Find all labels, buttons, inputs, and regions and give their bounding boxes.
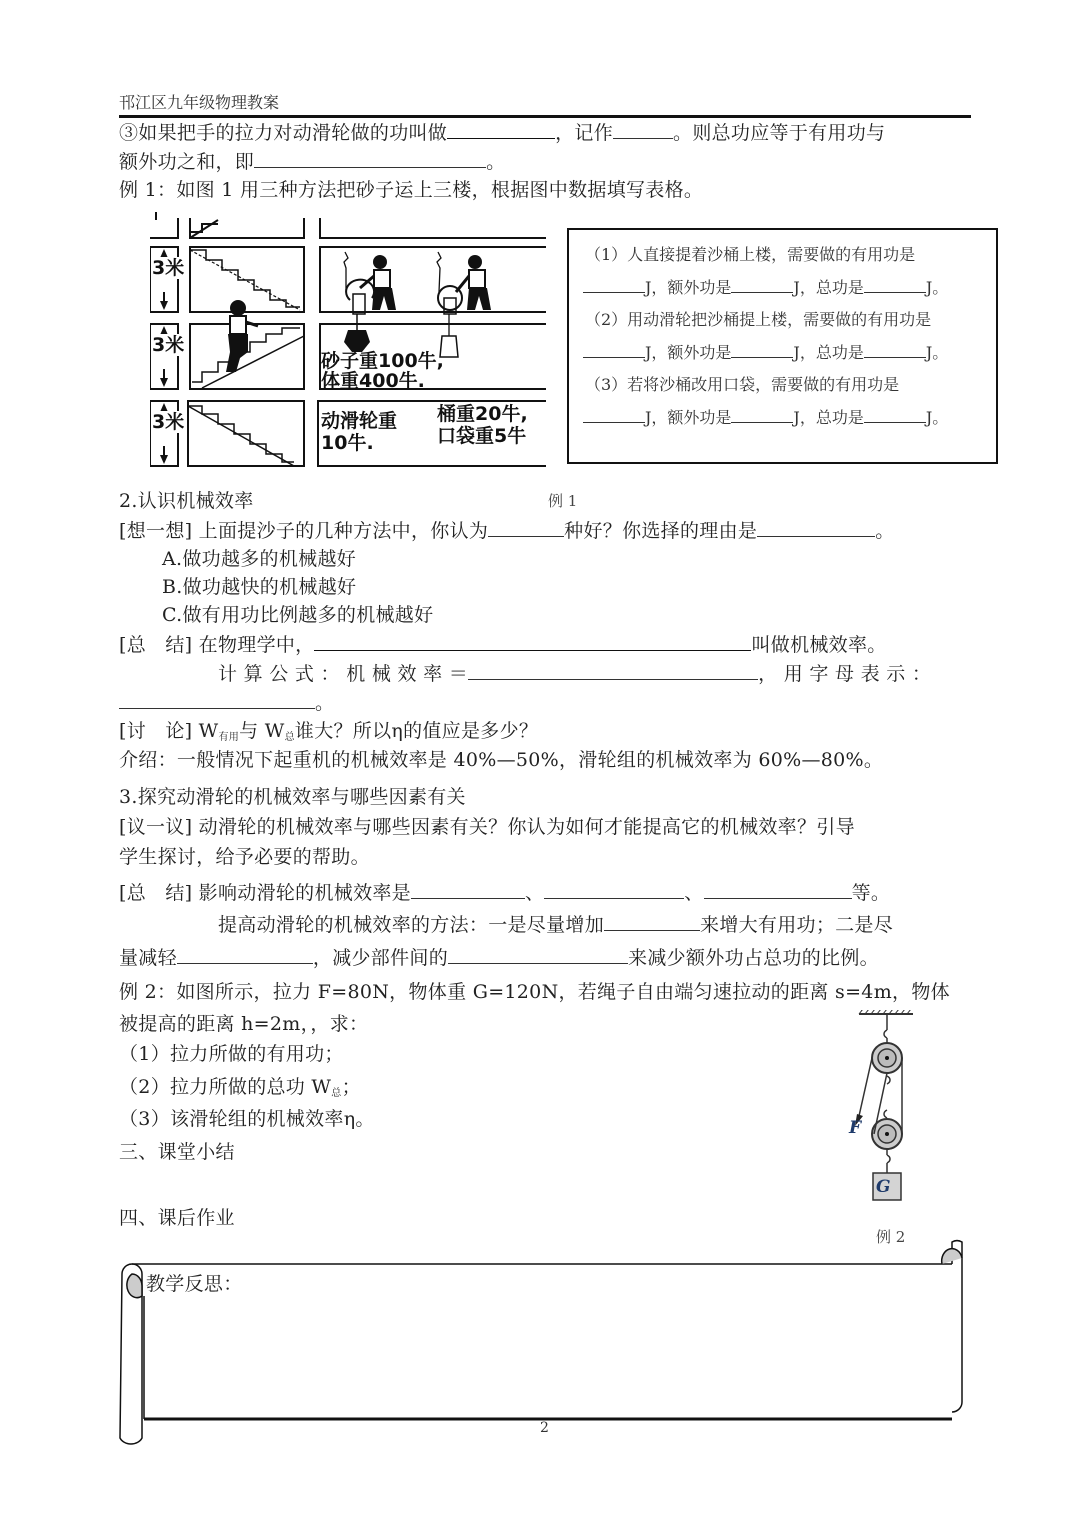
unit-text: J，总功是 bbox=[793, 408, 864, 427]
subscript-useful: 有用 bbox=[218, 732, 240, 743]
formula-line bbox=[218, 659, 931, 688]
answer-blank[interactable] bbox=[448, 943, 628, 964]
floor-height-label: 3米 bbox=[152, 257, 185, 279]
separator: 、 bbox=[684, 882, 704, 904]
unit-text: J。 bbox=[925, 408, 949, 427]
method-text-b: 来增大有用功；二是尽 bbox=[700, 914, 894, 936]
answer-blank[interactable] bbox=[731, 408, 793, 423]
unit-text: J。 bbox=[925, 343, 949, 362]
answer-blank[interactable] bbox=[119, 688, 315, 709]
pulley-weight-value: 10牛. bbox=[321, 432, 374, 454]
para3-line1 bbox=[119, 118, 885, 147]
answer-blank[interactable] bbox=[613, 118, 673, 139]
unit-text: J，总功是 bbox=[793, 278, 864, 297]
answer-blank[interactable] bbox=[731, 278, 793, 293]
method-text-a: 提高动滑轮的机械效率的方法：一是尽量增加 bbox=[218, 914, 605, 936]
reflection-label: 教学反思： bbox=[146, 1273, 243, 1295]
para3-text-c: 。则总功应等于有用功与 bbox=[673, 122, 886, 144]
summary-end: 等。 bbox=[851, 882, 891, 904]
question-1-answers bbox=[583, 277, 948, 299]
answer-blank[interactable] bbox=[488, 516, 564, 537]
option-c: C.做有用功比例越多的机械越好 bbox=[162, 604, 434, 626]
answer-blank[interactable] bbox=[544, 878, 684, 899]
section3-method-1 bbox=[218, 910, 893, 939]
section3-summary bbox=[119, 878, 890, 907]
section-four-title: 四、课后作业 bbox=[119, 1207, 235, 1229]
para3-line2 bbox=[119, 147, 505, 176]
example2-question-1: （1）拉力所做的有用功； bbox=[119, 1043, 344, 1065]
discuss-text-c: 谁大？所以η的值应是多少？ bbox=[294, 720, 539, 742]
section-three-title: 三、课堂小结 bbox=[119, 1141, 235, 1163]
example1-question-box bbox=[567, 228, 998, 464]
example2-caption: 例 2 bbox=[876, 1228, 906, 1246]
subscript-total: 总 bbox=[284, 732, 295, 743]
unit-text: J，总功是 bbox=[793, 343, 864, 362]
section3-discuss-1: [议一议] 动滑轮的机械效率与哪些因素有关？你认为如何才能提高它的机械效率？引导 bbox=[119, 816, 855, 838]
answer-blank[interactable] bbox=[864, 408, 926, 423]
force-label: F bbox=[849, 1118, 862, 1138]
para3-text-d: 额外功之和，即 bbox=[119, 151, 255, 173]
subscript-total: 总 bbox=[331, 1088, 342, 1099]
question-3-answers bbox=[583, 407, 948, 429]
unit-text: J，额外功是 bbox=[645, 278, 732, 297]
unit-text: J。 bbox=[925, 278, 949, 297]
bucket-weight-label: 桶重20牛, bbox=[437, 403, 528, 425]
formula-letter-line bbox=[119, 688, 334, 717]
efficiency-intro: 介绍：一般情况下起重机的机械效率是 40%—50%，滑轮组的机械效率为 60%—80%。 bbox=[119, 749, 884, 771]
formula-text-c: 。 bbox=[315, 692, 335, 714]
answer-blank[interactable] bbox=[604, 910, 700, 931]
separator: 、 bbox=[524, 882, 545, 904]
example1-intro: 例 1：如图 1 用三种方法把砂子运上三楼，根据图中数据填写表格。 bbox=[119, 179, 704, 201]
para3-text-a: ③如果把手的拉力对动滑轮做的功叫做 bbox=[119, 122, 448, 144]
discuss-text-b: 与 W bbox=[239, 720, 285, 742]
answer-blank[interactable] bbox=[704, 878, 852, 899]
question-3-prompt: （3）若将沙桶改用口袋，需要做的有用功是 bbox=[585, 375, 900, 394]
answer-blank[interactable] bbox=[254, 147, 486, 168]
answer-blank[interactable] bbox=[757, 516, 875, 537]
bag-weight-label: 口袋重5牛 bbox=[437, 425, 527, 447]
discuss-text-a: [讨 论] W bbox=[119, 720, 219, 742]
answer-blank[interactable] bbox=[447, 118, 555, 139]
q2-end: ； bbox=[341, 1076, 361, 1098]
document-header: 邗江区九年级物理教案 bbox=[119, 93, 280, 112]
sand-weight-label: 砂子重100牛, bbox=[321, 350, 444, 372]
answer-blank[interactable] bbox=[411, 878, 525, 899]
answer-blank[interactable] bbox=[468, 659, 758, 680]
section3-discuss-2: 学生探讨，给予必要的帮助。 bbox=[119, 846, 370, 868]
answer-blank[interactable] bbox=[314, 630, 751, 651]
method-text-d: ，减少部件间的 bbox=[312, 947, 449, 969]
example2-question-3: （3）该滑轮组的机械效率η。 bbox=[119, 1108, 375, 1130]
example2-line1: 例 2：如图所示，拉力 F=80N，物体重 G=120N，若绳子自由端匀速拉动的距离 s=4m，物体 bbox=[119, 981, 950, 1003]
weight-label: G bbox=[876, 1177, 891, 1197]
question-2-answers bbox=[583, 342, 948, 364]
think-line bbox=[119, 516, 895, 545]
answer-blank[interactable] bbox=[864, 278, 926, 293]
question-1-prompt: （1）人直接提着沙桶上楼，需要做的有用功是 bbox=[585, 245, 916, 264]
question-2-prompt: （2）用动滑轮把沙桶提上楼，需要做的有用功是 bbox=[585, 310, 932, 329]
summary-text: [总 结] 影响动滑轮的机械效率是 bbox=[119, 882, 411, 904]
body-weight-label: 体重400牛. bbox=[321, 370, 425, 392]
page-number: 2 bbox=[540, 1420, 549, 1436]
summary-text-a: [总 结] 在物理学中， bbox=[119, 634, 315, 656]
formula-text-b: ， 用 字 母 表 示 ： bbox=[758, 663, 932, 685]
summary-line bbox=[119, 630, 887, 659]
unit-text: J，额外功是 bbox=[645, 343, 732, 362]
think-text-c: 。 bbox=[875, 520, 895, 542]
option-b: B.做功越快的机械越好 bbox=[162, 576, 357, 598]
section2-title: 2.认识机械效率 bbox=[119, 490, 254, 512]
example2-line2: 被提高的距离 h=2m，，求： bbox=[119, 1013, 369, 1035]
answer-blank[interactable] bbox=[583, 343, 645, 358]
unit-text: J，额外功是 bbox=[645, 408, 732, 427]
think-text-a: [想一想] 上面提沙子的几种方法中，你认为 bbox=[119, 520, 489, 542]
think-text-b: 种好？你选择的理由是 bbox=[564, 520, 758, 542]
answer-blank[interactable] bbox=[177, 943, 313, 964]
method-text-e: 来减少额外功占总功的比例。 bbox=[628, 947, 879, 969]
floor-height-label: 3米 bbox=[152, 411, 185, 433]
answer-blank[interactable] bbox=[731, 343, 793, 358]
answer-blank[interactable] bbox=[583, 278, 645, 293]
section3-method-2 bbox=[119, 943, 879, 972]
answer-blank[interactable] bbox=[583, 408, 645, 423]
q2-text: （2）拉力所做的总功 W bbox=[119, 1076, 332, 1098]
summary-text-b: 叫做机械效率。 bbox=[751, 634, 887, 656]
example2-question-2 bbox=[119, 1073, 361, 1108]
pulley-weight-label: 动滑轮重 bbox=[321, 410, 398, 432]
para3-text-b: ，记作 bbox=[555, 122, 614, 144]
answer-blank[interactable] bbox=[864, 343, 926, 358]
floor-height-label: 3米 bbox=[152, 334, 185, 356]
section3-title: 3.探究动滑轮的机械效率与哪些因素有关 bbox=[119, 786, 466, 808]
method-text-c: 量减轻 bbox=[119, 947, 177, 969]
formula-text-a: 计 算 公 式 ： 机 械 效 率 ＝ bbox=[218, 663, 469, 685]
example1-caption: 例 1 bbox=[548, 492, 578, 510]
option-a: A.做功越多的机械越好 bbox=[162, 548, 357, 570]
para3-text-e: 。 bbox=[486, 151, 506, 173]
